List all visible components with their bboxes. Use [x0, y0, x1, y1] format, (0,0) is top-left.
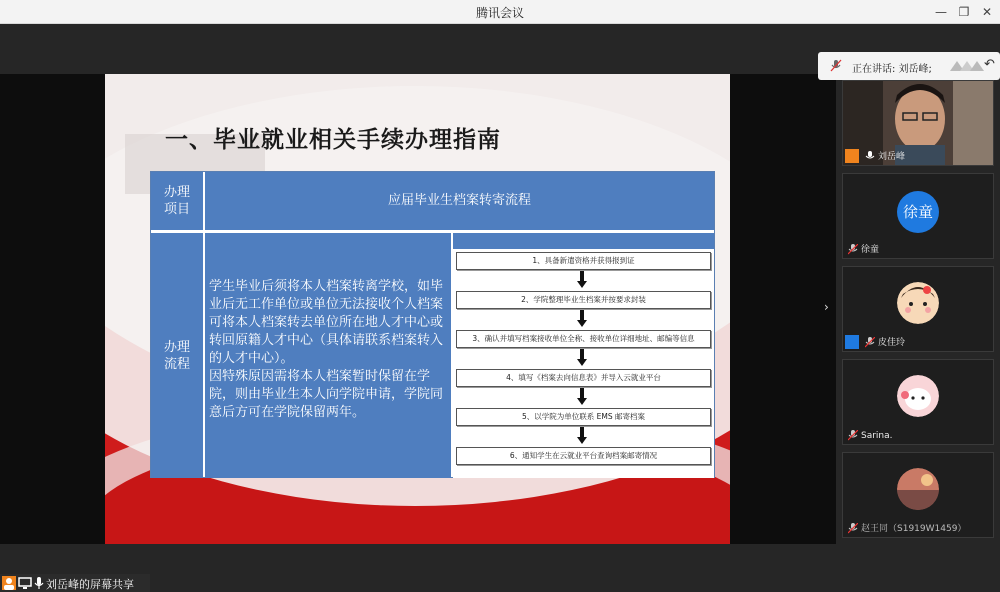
flow-step-4: 4、填写《档案去向信息表》并导入云就业平台 [456, 369, 711, 387]
restore-icon[interactable]: ❐ [958, 5, 970, 19]
down-arrow-icon [577, 388, 587, 406]
mic-muted-icon [865, 337, 875, 348]
down-arrow-icon [577, 349, 587, 367]
mic-muted-icon [848, 244, 858, 255]
mic-muted-icon [848, 523, 858, 534]
close-icon[interactable]: ✕ [981, 5, 993, 19]
table-header-title: 应届毕业生档案转寄流程 [205, 172, 714, 230]
slide-title: 一、毕业就业相关手续办理指南 [165, 127, 501, 153]
process-table [150, 171, 715, 478]
collapse-icon[interactable]: ↶ [984, 57, 995, 72]
participant-name: 皮佳玲 [878, 338, 906, 348]
avatar [897, 375, 939, 417]
participant-name: 赵王同（S1919W1459） [861, 524, 967, 534]
participant-tile[interactable] [842, 266, 994, 352]
table-row-label: 办理 流程 [151, 233, 203, 478]
shared-screen-area [0, 24, 836, 592]
speaking-label: 正在讲话: 刘岳峰; [852, 64, 932, 75]
participant-name: Sarina. [861, 431, 893, 441]
screen-share-label-text: 刘岳峰的屏幕共享 [46, 578, 134, 591]
flow-step-3: 3、确认并填写档案接收单位全称、接收单位详细地址、邮编等信息 [456, 330, 711, 348]
person-icon [845, 335, 859, 349]
avatar [897, 468, 939, 510]
down-arrow-icon [577, 271, 587, 289]
mic-muted-icon [830, 59, 842, 73]
top-band [0, 24, 836, 74]
flow-step-2: 2、学院整理毕业生档案并按要求封装 [456, 291, 711, 309]
chevron-right-icon[interactable]: › [824, 300, 829, 314]
flow-step-6: 6、通知学生在云就业平台查询档案邮寄情况 [456, 447, 711, 465]
flowchart-header-strip [453, 233, 714, 249]
participant-name: 徐童 [861, 245, 880, 255]
flow-step-1: 1、具备新遣资格并获得报到证 [456, 252, 711, 270]
speaking-indicator [818, 52, 1000, 80]
flowchart [453, 233, 714, 478]
presentation-slide [105, 74, 730, 544]
down-arrow-icon [577, 310, 587, 328]
mic-icon [32, 576, 46, 590]
person-icon [2, 576, 16, 590]
participant-tile[interactable] [842, 452, 994, 538]
participant-name: 刘岳峰 [878, 152, 906, 162]
participant-tile[interactable] [842, 173, 994, 259]
window-titlebar [0, 0, 1000, 24]
mic-muted-icon [848, 430, 858, 441]
flow-step-5: 5、以学院为单位联系 EMS 邮寄档案 [456, 408, 711, 426]
speaking-avatars-icon [948, 59, 986, 73]
screen-share-label[interactable] [0, 574, 150, 592]
table-header-item: 办理 项目 [151, 172, 203, 230]
mic-icon [865, 151, 875, 162]
minimize-icon[interactable]: — [935, 5, 947, 19]
window-title: 腾讯会议 [475, 6, 524, 20]
avatar [897, 282, 939, 324]
participant-tile[interactable] [842, 80, 994, 166]
table-description: 学生毕业后须将本人档案转离学校，如毕业后无工作单位或单位无法接收个人档案可将本人档案转去单位所在地人才中心或转回原籍人才中心（具体请联系档案转入的人才中心）。 因特殊原因需将本人档案暂时保留在学院，则由毕业生本人向学院申请，学院同意后方可在学院保留两年。 [205, 233, 451, 478]
avatar: 徐童 [897, 191, 939, 233]
screen-share-icon [18, 576, 32, 590]
person-icon [845, 149, 859, 163]
down-arrow-icon [577, 427, 587, 445]
participant-tile[interactable] [842, 359, 994, 445]
